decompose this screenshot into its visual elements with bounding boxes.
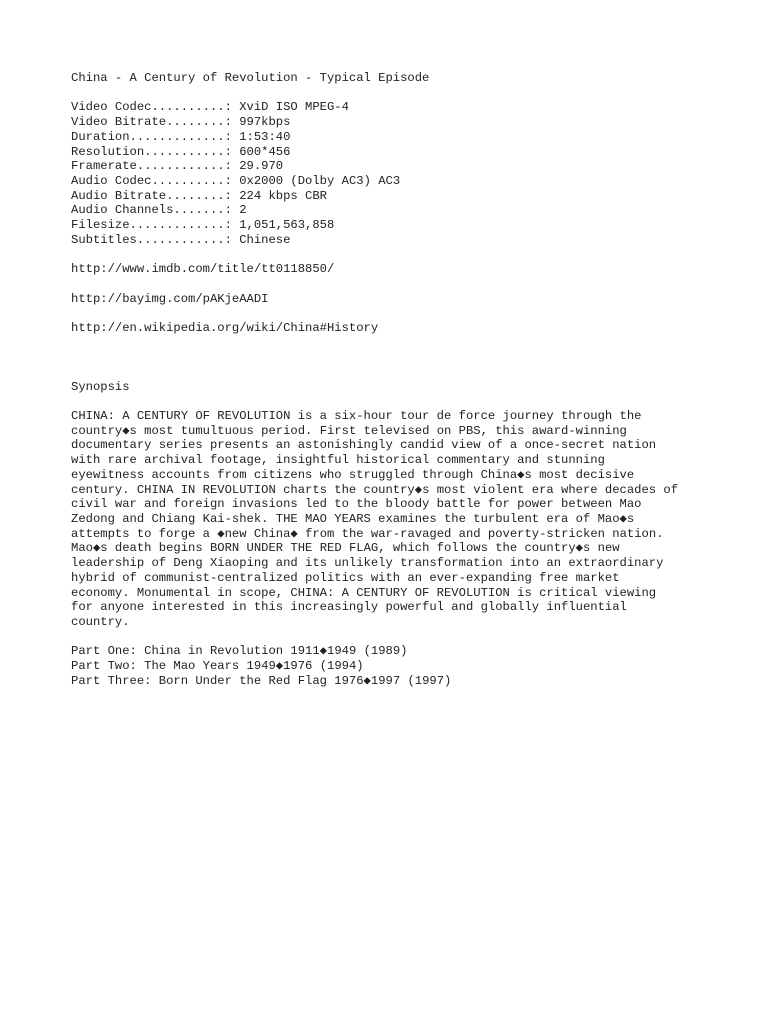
spec-key: Video Codec..........: [71, 100, 232, 115]
spec-key: Subtitles............: [71, 232, 232, 247]
wikipedia-link[interactable]: http://en.wikipedia.org/wiki/China#History [71, 320, 379, 335]
synopsis-line: economy. Monumental in scope, CHINA: A CENTURY OF REVOLUTION is critical viewing [71, 585, 657, 600]
spec-row [71, 189, 761, 204]
spacer [71, 630, 761, 645]
part-item: Part Three: Born Under the Red Flag 1976◆1997 (1997) [71, 673, 452, 688]
spec-row [71, 203, 761, 218]
synopsis-line: leadership of Deng Xiaoping and its unlikely transformation into an extraordinary [71, 556, 664, 571]
spec-key: Framerate............: [71, 159, 232, 174]
spec-value: 0x2000 (Dolby AC3) AC3 [239, 173, 401, 188]
spec-list [71, 100, 761, 247]
synopsis-line: hybrid of communist-centralized politics with an ever-expanding free market [71, 570, 620, 585]
spec-row [71, 174, 761, 189]
synopsis-line: attempts to forge a ◆new China◆ from the war-ravaged and poverty-stricken nation. [71, 526, 664, 541]
parts-list [71, 644, 761, 688]
spec-key: Video Bitrate........: [71, 115, 232, 130]
spec-row [71, 218, 761, 233]
synopsis-line: country. [71, 614, 130, 629]
spec-value: XviD ISO MPEG-4 [239, 100, 349, 115]
spacer [71, 277, 761, 292]
spec-value: 2 [239, 203, 247, 218]
synopsis-line: eyewitness accounts from citizens who struggled through China◆s most decisive [71, 467, 635, 482]
imdb-link[interactable]: http://www.imdb.com/title/tt0118850/ [71, 262, 335, 277]
spec-value: 224 kbps CBR [239, 188, 327, 203]
spec-row [71, 233, 761, 248]
synopsis-line: with rare archival footage, insightful historical commentary and stunning [71, 453, 605, 468]
spec-row [71, 145, 761, 160]
document-title: China - A Century of Revolution - Typical Episode [71, 71, 430, 85]
spacer [71, 306, 761, 321]
synopsis-line: CHINA: A CENTURY OF REVOLUTION is a six-hour tour de force journey through the [71, 409, 642, 424]
spec-row [71, 100, 761, 115]
spec-value: 1,051,563,858 [239, 218, 335, 233]
spec-key: Duration.............: [71, 129, 232, 144]
spec-row [71, 130, 761, 145]
spacer [71, 247, 761, 262]
synopsis-line: civil war and foreign invasions led to the bloody battle for power between Mao [71, 497, 642, 512]
spacer [71, 336, 761, 380]
synopsis-line: Mao◆s death begins BORN UNDER THE RED FLAG, which follows the country◆s new [71, 541, 620, 556]
synopsis-line: for anyone interested in this increasingly powerful and globally influential [71, 600, 627, 615]
part-item: Part One: China in Revolution 1911◆1949 (1989) [71, 644, 408, 659]
synopsis-line: Zedong and Chiang Kai-shek. THE MAO YEARS examines the turbulent era of Mao◆s [71, 512, 635, 526]
spec-value: 600*456 [239, 144, 291, 159]
spec-value: 997kbps [239, 115, 291, 130]
spec-key: Audio Bitrate........: [71, 188, 232, 203]
spec-key: Audio Channels.......: [71, 203, 232, 218]
spec-value: Chinese [239, 232, 291, 247]
spacer [71, 394, 761, 409]
spec-key: Filesize.............: [71, 218, 232, 233]
spec-value: 29.970 [239, 159, 284, 174]
document-page [71, 71, 761, 688]
spec-key: Audio Codec..........: [71, 173, 232, 188]
synopsis-line: country◆s most tumultuous period. First televised on PBS, this award-winning [71, 423, 627, 438]
spec-key: Resolution...........: [71, 144, 232, 159]
synopsis-heading: Synopsis [71, 379, 130, 394]
part-item: Part Two: The Mao Years 1949◆1976 (1994) [71, 659, 364, 674]
synopsis-line: documentary series presents an astonishingly candid view of a once-secret nation [71, 438, 657, 453]
spacer [71, 86, 761, 101]
synopsis-body [71, 409, 761, 630]
spec-value: 1:53:40 [239, 129, 291, 144]
synopsis-line: century. CHINA IN REVOLUTION charts the country◆s most violent era where decades of [71, 482, 679, 497]
spec-row [71, 159, 761, 174]
spec-row [71, 115, 761, 130]
bayimg-link[interactable]: http://bayimg.com/pAKjeAADI [71, 291, 269, 306]
